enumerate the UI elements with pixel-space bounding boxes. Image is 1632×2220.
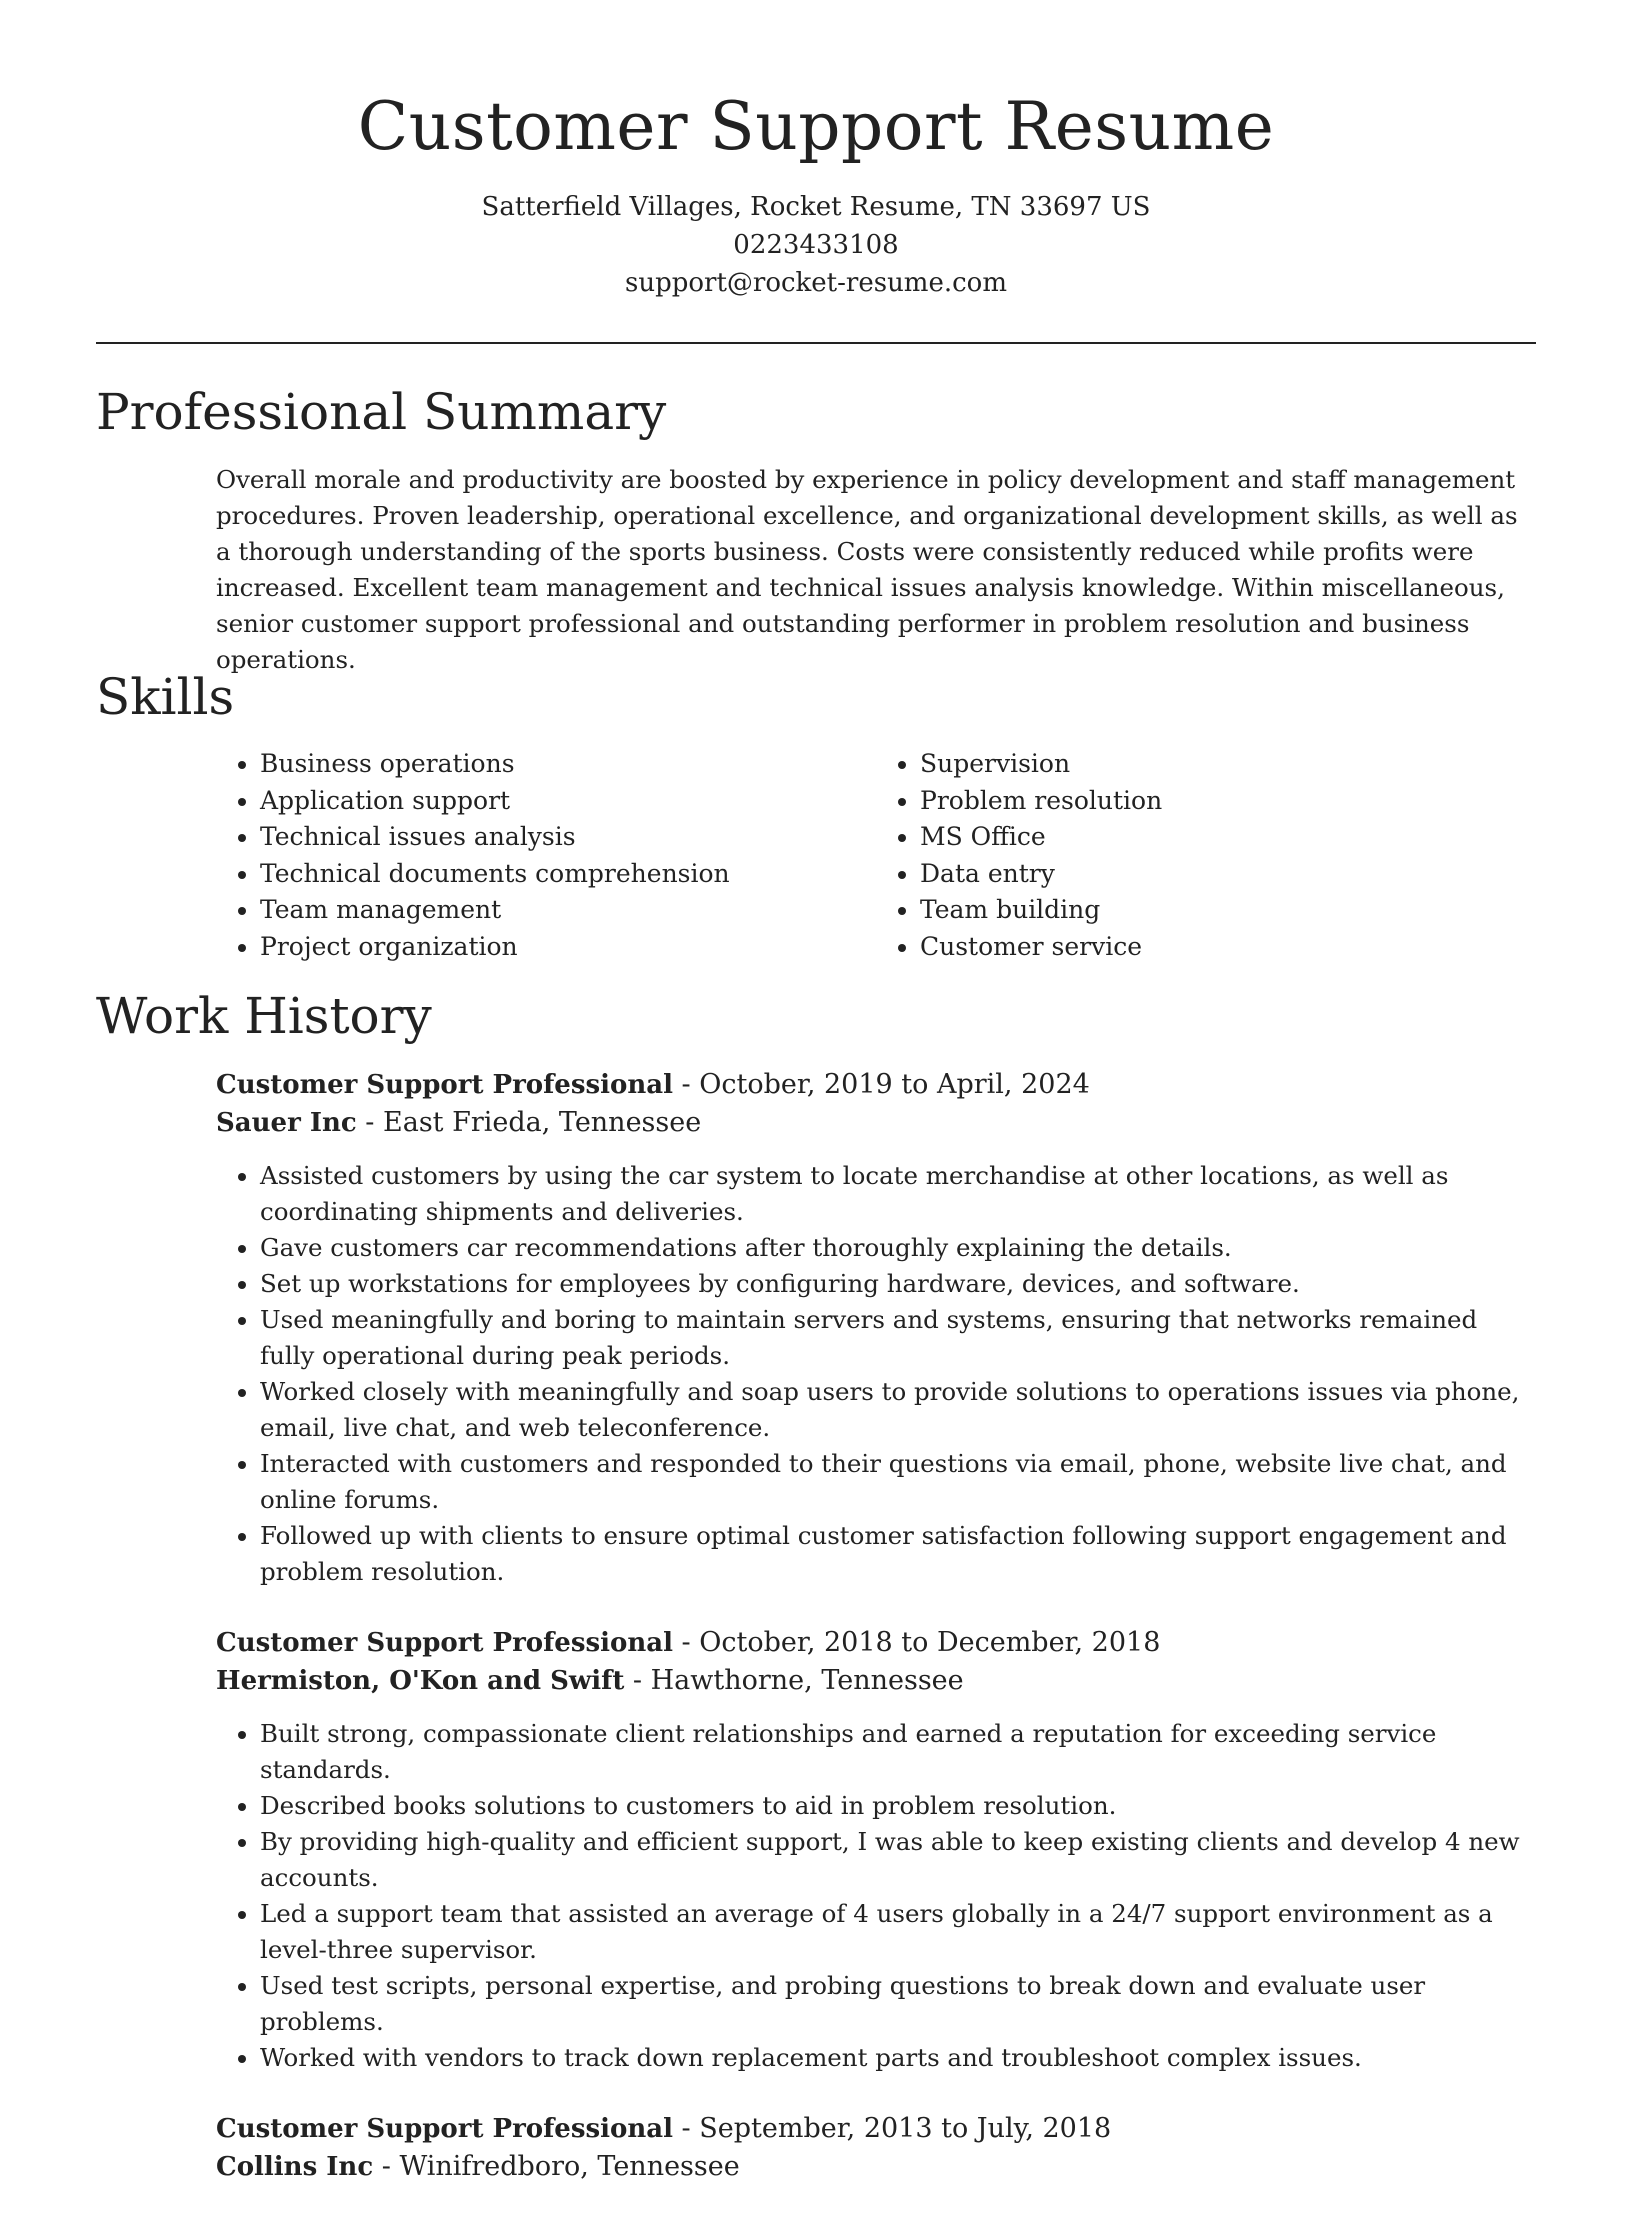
job-bullet: • Worked closely with meaningfully and soap users to provide solutions to operations issues via phone, email, live chat, and web teleconference. — [260, 1374, 1536, 1446]
header-divider — [96, 342, 1536, 344]
job-bullet: • Described books solutions to customers to aid in problem resolution. — [260, 1788, 1536, 1824]
contact-phone: 0223433108 — [733, 230, 899, 260]
job-bullet: • Used test scripts, personal expertise, and probing questions to break down and evaluate user problems. — [260, 1968, 1536, 2040]
summary-heading: Professional Summary — [96, 383, 667, 441]
resume-title: Customer Support Resume — [357, 88, 1275, 165]
job-bullet: • Led a support team that assisted an average of 4 users globally in a 24/7 support environment as a level-three supervisor. — [260, 1896, 1536, 1968]
skill-item: • Technical documents comprehension — [260, 856, 876, 893]
skills-column-right — [876, 746, 1536, 965]
skills-column-left — [216, 746, 876, 965]
job-bullet: • Set up workstations for employees by configuring hardware, devices, and software. — [260, 1266, 1536, 1302]
skills-heading: Skills — [96, 668, 235, 726]
skill-item: • MS Office — [920, 819, 1536, 856]
job-title-line — [216, 1066, 1536, 1104]
skill-item: • Data entry — [920, 856, 1536, 893]
job-company: Sauer Inc — [216, 1108, 357, 1138]
job-bullet: • By providing high-quality and efficient support, I was able to keep existing clients and develop 4 new accounts. — [260, 1824, 1536, 1896]
work-history-list — [216, 1066, 1536, 2220]
contact-email: support@rocket-resume.com — [624, 268, 1007, 298]
skill-item: • Project organization — [260, 929, 876, 966]
job-dates: - October, 2019 to April, 2024 — [672, 1069, 1090, 1100]
skill-item: • Team building — [920, 892, 1536, 929]
job-location: - East Frieda, Tennessee — [356, 1107, 702, 1138]
skill-item: • Technical issues analysis — [260, 819, 876, 856]
job-company-line — [216, 2148, 1536, 2186]
job-company-line — [216, 1662, 1536, 1700]
skills-list — [216, 746, 1536, 965]
resume-header — [0, 0, 1632, 302]
job-title: Customer Support Professional — [216, 2114, 673, 2144]
job-bullet: • Assisted customers by using the car system to locate merchandise at other locations, as well as coordinating shipments and deliveries. — [260, 1158, 1536, 1230]
skill-item: • Business operations — [260, 746, 876, 783]
job-company: Collins Inc — [216, 2152, 374, 2182]
job-bullet: • Followed up with clients to ensure optimal customer satisfaction following support engagement and problem resolution. — [260, 1518, 1536, 1590]
skill-item: • Application support — [260, 783, 876, 820]
skill-item: • Team management — [260, 892, 876, 929]
job-bullet: • Used meaningfully and boring to maintain servers and systems, ensuring that networks remained fully operational during peak periods. — [260, 1302, 1536, 1374]
contact-address: Satterfield Villages, Rocket Resume, TN 33697 US — [481, 192, 1151, 222]
job-bullets — [216, 1716, 1536, 2076]
contact-info — [0, 188, 1632, 302]
job-company-line — [216, 1104, 1536, 1142]
job-entry — [216, 1066, 1536, 1590]
summary-text: Overall morale and productivity are boosted by experience in policy development and staff management procedures. Proven leadership, operational excellence, and organizational development skills, as well as a thorough understanding of the sports business. Costs were consistently reduced while profits were increased. Excellent team management and technical issues analysis knowledge. Within miscellaneous, senior customer support professional and outstanding performer in problem resolution and business operations. — [216, 465, 1518, 674]
job-title: Customer Support Professional — [216, 1070, 673, 1100]
job-location: - Winifredboro, Tennessee — [373, 2151, 740, 2182]
job-company: Hermiston, O'Kon and Swift — [216, 1666, 625, 1696]
skill-item: • Problem resolution — [920, 783, 1536, 820]
job-bullet: • Interacted with customers and responded to their questions via email, phone, website live chat, and online forums. — [260, 1446, 1536, 1518]
skill-item: • Customer service — [920, 929, 1536, 966]
skill-item: • Supervision — [920, 746, 1536, 783]
job-location: - Hawthorne, Tennessee — [624, 1665, 964, 1696]
job-dates: - September, 2013 to July, 2018 — [672, 2113, 1112, 2144]
job-bullets — [216, 1158, 1536, 1590]
job-title: Customer Support Professional — [216, 1628, 673, 1658]
job-entry — [216, 1624, 1536, 2076]
job-bullet: • Gave customers car recommendations after thoroughly explaining the details. — [260, 1230, 1536, 1266]
job-title-line — [216, 1624, 1536, 1662]
job-dates: - October, 2018 to December, 2018 — [672, 1627, 1161, 1658]
job-title-line — [216, 2110, 1536, 2148]
job-entry — [216, 2110, 1536, 2186]
work-history-heading: Work History — [96, 987, 432, 1045]
job-bullet: • Built strong, compassionate client relationships and earned a reputation for exceeding service standards. — [260, 1716, 1536, 1788]
job-bullet: • Worked with vendors to track down replacement parts and troubleshoot complex issues. — [260, 2040, 1536, 2076]
